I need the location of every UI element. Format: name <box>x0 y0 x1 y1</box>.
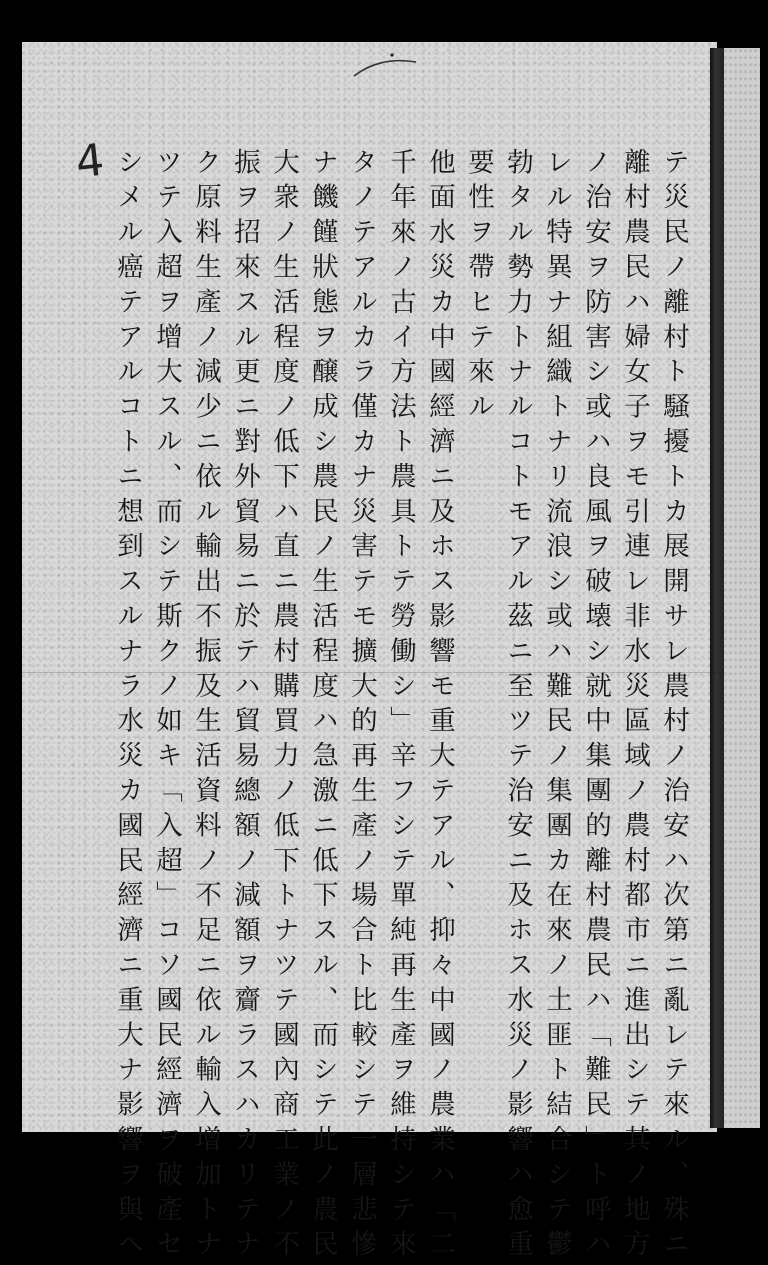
text-column-3: ノ治安ヲ防害シ或ハ良風ヲ破壊シ就中集團的離村農民ハ「難民」ト呼ハ <box>580 148 611 1265</box>
text-column-5: 勃タル勢力トナルコトモアル茲ニ至ツテ治安ニ及ホス水災ノ影響ハ愈重 <box>502 148 533 1265</box>
text-column-7: 他面水災カ中國經濟ニ及ホス影響モ重大テアル、抑々中國ノ農業ハ「二 <box>424 148 455 1265</box>
text-column-10: ナ饑饉狀態ヲ醸成シ農民ノ生活程度ハ急激ニ低下スル、而シテ此ノ農民 <box>307 148 338 1265</box>
pencil-mark-icon <box>350 52 420 80</box>
text-column-9: タノテアルカラ僅カナ災害テモ擴大的再生產ノ場合ト比較シテ一層悲慘 <box>346 148 377 1265</box>
text-column-6: 要性ヲ帶ヒテ來ル <box>463 148 494 428</box>
text-column-14: ツテ入超ヲ增大スル、而シテ斯クノ如キ「入超」コソ國民經濟ヲ破產セ <box>151 148 182 1265</box>
page-number: 4 <box>73 134 107 189</box>
adjacent-page-edge <box>724 48 760 1128</box>
text-column-4: レル特異ナ組織トナリ流浪シ或ハ難民ノ集團カ在來ノ土匪ト結合シテ鬱 <box>541 148 572 1265</box>
text-column-15: シメル癌テアルコトニ想到スルナラ水災カ國民經濟ニ重大ナ影響ヲ與ヘ <box>112 148 143 1265</box>
text-column-8: 千年來ノ古イ方法ト農具トテ勞働シ」辛フシテ單純再生產ヲ維持シテ來 <box>385 148 416 1265</box>
text-column-1: テ災民ノ離村ト騒擾トカ展開サレ農村ノ治安ハ次第ニ亂レテ來ル、殊ニ <box>658 148 689 1265</box>
text-column-12: 振ヲ招來スル更ニ對外貿易ニ於テハ貿易總額ノ減額ヲ齎ラスハカリテナ <box>229 148 260 1265</box>
text-column-13: ク原料生產ノ減少ニ依ル輸出不振及生活資料ノ不足ニ依ル輸入增加トナ <box>190 148 221 1265</box>
binding-gutter <box>710 48 724 1128</box>
vertical-text-body <box>110 148 690 1265</box>
text-column-2: 離村農民ハ婦女子ヲモ引連レ非水災區域ノ農村都市ニ進出シテ其ノ地方 <box>619 148 650 1265</box>
text-column-11: 大衆ノ生活程度ノ低下ハ直ニ農村購買力ノ低下トナツテ國內商工業ノ不 <box>268 148 299 1265</box>
